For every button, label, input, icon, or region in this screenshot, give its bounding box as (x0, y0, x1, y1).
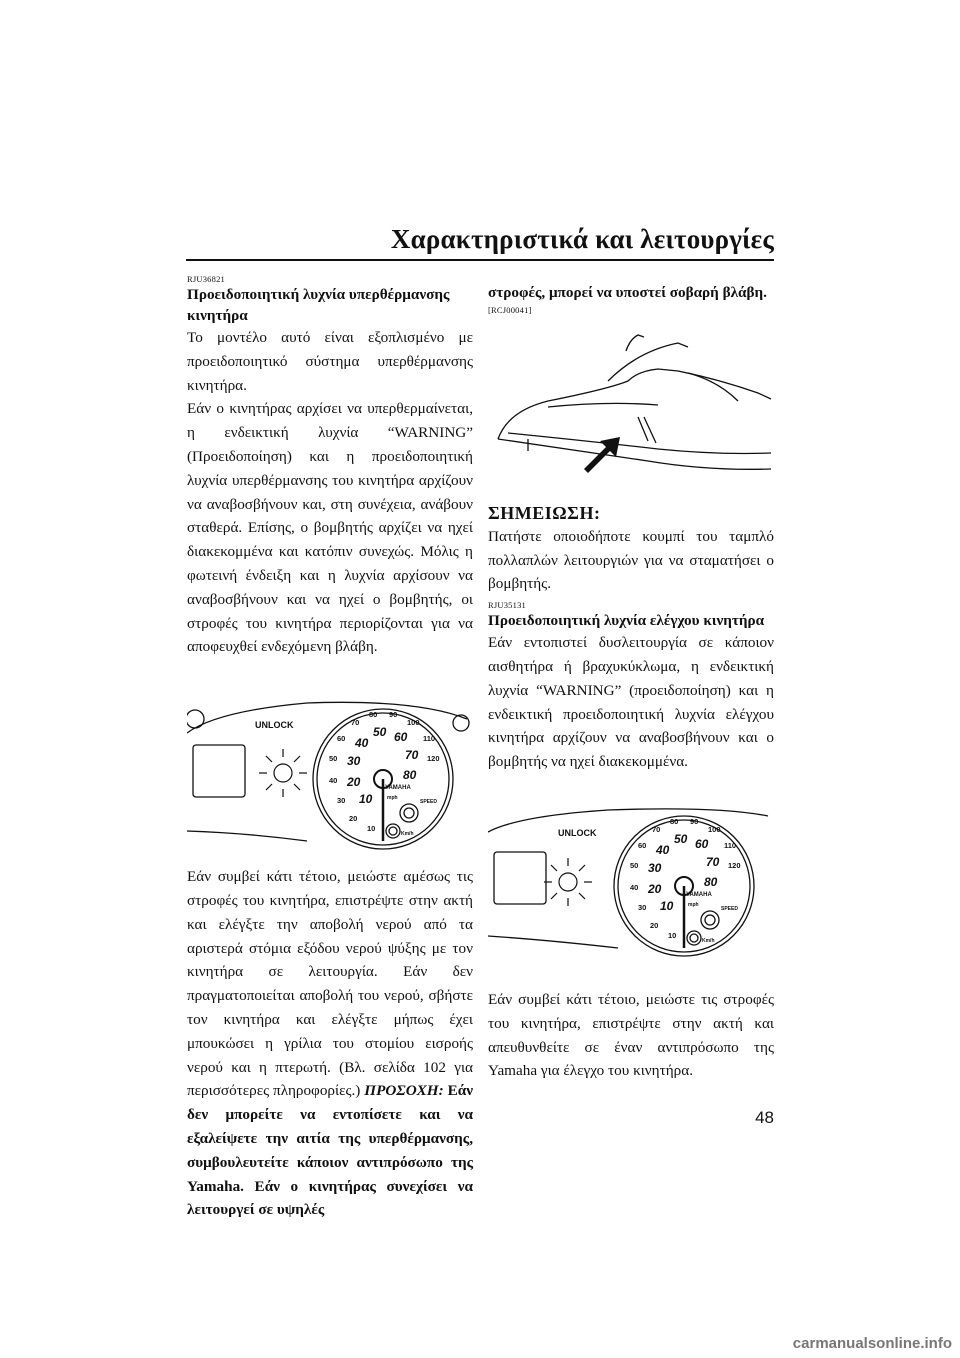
tick-label: 110 (423, 734, 436, 744)
tick-label: 70 (652, 824, 661, 834)
section-code: RJU36821 (187, 274, 225, 284)
inner-label: 20 (648, 881, 662, 896)
inner-label: 80 (403, 768, 417, 783)
paragraph-intro: Το μοντέλο αυτό είναι εξοπλισμένο με προειδοποιητικό σύστημα υπερθέρμανσης κινητήρα. (187, 329, 473, 394)
note-title: ΣΗΜΕΙΩΣΗ: (488, 502, 601, 523)
tick-label: 10 (668, 930, 677, 940)
tick-label: 100 (708, 824, 721, 834)
inner-label: 50 (674, 831, 688, 846)
tick-label: 120 (427, 754, 440, 764)
inner-label: 10 (660, 898, 674, 913)
inner-label: 60 (695, 836, 709, 851)
brand-label: YAMAHA (385, 785, 411, 792)
mph-label: mph (387, 795, 398, 802)
inner-label: 70 (405, 748, 419, 763)
tick-label: 110 (724, 840, 737, 850)
tick-label: 60 (337, 734, 346, 744)
tick-label: 100 (407, 718, 420, 728)
tick-label: 20 (349, 814, 358, 824)
tick-label: 60 (638, 840, 647, 850)
tick-label: 80 (670, 816, 679, 826)
section-code: RJU35131 (488, 600, 526, 611)
caution-text: Εάν δεν μπορείτε να εντοπίσετε και να εξαλείψετε την αιτία της υπερθέρμανσης, συμβουλευτείτε κάποιον αντιπρόσωπο της Yamaha. Εάν ο κινητήρας συνεχίσει να λειτουργεί σε υψηλές (187, 1082, 474, 1219)
unlock-label: UNLOCK (558, 827, 597, 838)
tick-label: 40 (630, 882, 639, 892)
tick-label: 30 (638, 902, 647, 912)
note-text: Πατήστε οποιοδήποτε κουμπί του ταμπλό πολλαπλών λειτουργιών για να σταματήσει ο βομβητής. (488, 527, 774, 593)
inner-label: 40 (656, 842, 670, 857)
speed-label: SPEED (721, 905, 738, 912)
inner-label: 40 (355, 736, 369, 751)
tick-label: 50 (329, 754, 338, 764)
header-rule (186, 259, 774, 261)
action-text: Εάν συμβεί κάτι τέτοιο, μειώστε αμέσως τις στροφές του κινητήρα, επιστρέψτε στην ακτή και ελέγξτε την αποβολή νερού από τα αριστερά στόμια εξόδου νερού ψύξης με τον κινητήρα σε λειτουργία. Εάν δεν πραγματοποιείται αποβολή του νερού, σβήστε τον κινητήρα και ελέγξτε μήπως έχει μπουκώσει η γρίλια του στομίου εισροής νερού και η πτερωτή. (Βλ. σελίδα 102 για περισσότερες πληροφορίες.) (187, 868, 473, 1100)
tick-label: 50 (630, 860, 639, 870)
paragraph-overheat-description: Εάν ο κινητήρας αρχίσει να υπερθερμαίνεται, η ενδεικτική λυχνία “WARNING” (Προειδοποίηση) και η προειδοποιητική λυχνία υπερθέρμανσης του κινητήρα αρχίζουν να αναβοσβήνουν και, στη συνέχεια, ανάβουν σταθερά. Επίσης, ο βομβητής αρχίζει να ηχεί διακεκομμένα και κατόπιν συνεχώς. Μόλις η φωτεινή ένδειξη και η λυχνία αρχίσουν να αναβοσβήνουν και να ηχεί ο βομβητής, οι στροφές του κινητήρα περιορίζονται για να αποφευχθεί ενδεχόμενη βλάβη. (187, 400, 473, 656)
kmh-label: Km/h (401, 831, 414, 838)
section-heading-overheat: Προειδοποιητική λυχνία υπερθέρμανσης κινητήρα (187, 286, 450, 324)
page-header-title: Χαρακτηριστικά και λειτουργίες (390, 224, 774, 254)
page-number: 48 (755, 1108, 774, 1127)
warning-light-icon (544, 858, 592, 906)
paragraph-engine-check: Εάν εντοπιστεί δυσλειτουργία σε κάποιον αισθητήρα ή βραχυκύκλωμα, η ενδεικτική λυχνία “WARNING” (προειδοποίηση) και η ενδεικτική προειδοποιητική λυχνία ελέγχου κινητήρα αρχίζουν να αναβοσβήνουν και ο βομβητής να ηχεί διακεκομμένα. (488, 634, 774, 771)
brand-label: YAMAHA (686, 891, 712, 898)
inner-label: 30 (347, 754, 361, 769)
tick-label: 80 (369, 710, 378, 720)
speed-label: SPEED (420, 799, 437, 806)
caution-text-continued: στροφές, μπορεί να υποστεί σοβαρή βλάβη. (488, 284, 767, 301)
tick-label: 10 (367, 824, 376, 834)
section-heading-engine-check: Προειδοποιητική λυχνία ελέγχου κινητήρα (488, 612, 765, 630)
inner-label: 10 (359, 792, 373, 807)
caution-label: ΠΡΟΣΟΧΗ: (364, 1082, 444, 1100)
inner-label: 20 (347, 775, 361, 790)
inner-label: 80 (704, 874, 718, 889)
right-column (488, 281, 774, 1083)
paragraph-engine-check-action: Εάν συμβεί κάτι τέτοιο, μειώστε τις στροφές του κινητήρα, επιστρέψτε στην ακτή και απευθυνθείτε σε έναν αντιπρόσωπο της Yamaha για έλεγχο του κινητήρα. (488, 990, 774, 1080)
warning-light-icon (259, 749, 307, 797)
gauge-illustration-engine-check (488, 796, 774, 966)
tick-label: 70 (351, 718, 360, 728)
inner-label: 60 (394, 730, 408, 745)
kmh-label: Km/h (702, 937, 715, 944)
watermark: carmanualsonline.info (792, 1335, 952, 1352)
gauge-illustration-overheat (187, 681, 473, 851)
inner-label: 30 (648, 860, 662, 875)
caution-code: [RCJ00041] (488, 304, 532, 315)
tick-label: 90 (690, 816, 699, 826)
left-column (187, 274, 473, 1222)
watercraft-illustration (488, 321, 774, 493)
mph-label: mph (688, 901, 699, 908)
inner-label: 50 (373, 725, 387, 740)
inner-label: 70 (706, 854, 720, 869)
tick-label: 40 (329, 776, 338, 786)
tick-label: 120 (728, 860, 741, 870)
unlock-label: UNLOCK (255, 720, 294, 731)
arrow-pointer-icon (584, 437, 620, 473)
tick-label: 30 (337, 796, 346, 806)
tick-label: 90 (389, 710, 398, 720)
paragraph-overheat-action (187, 865, 473, 1222)
tick-label: 20 (650, 920, 659, 930)
